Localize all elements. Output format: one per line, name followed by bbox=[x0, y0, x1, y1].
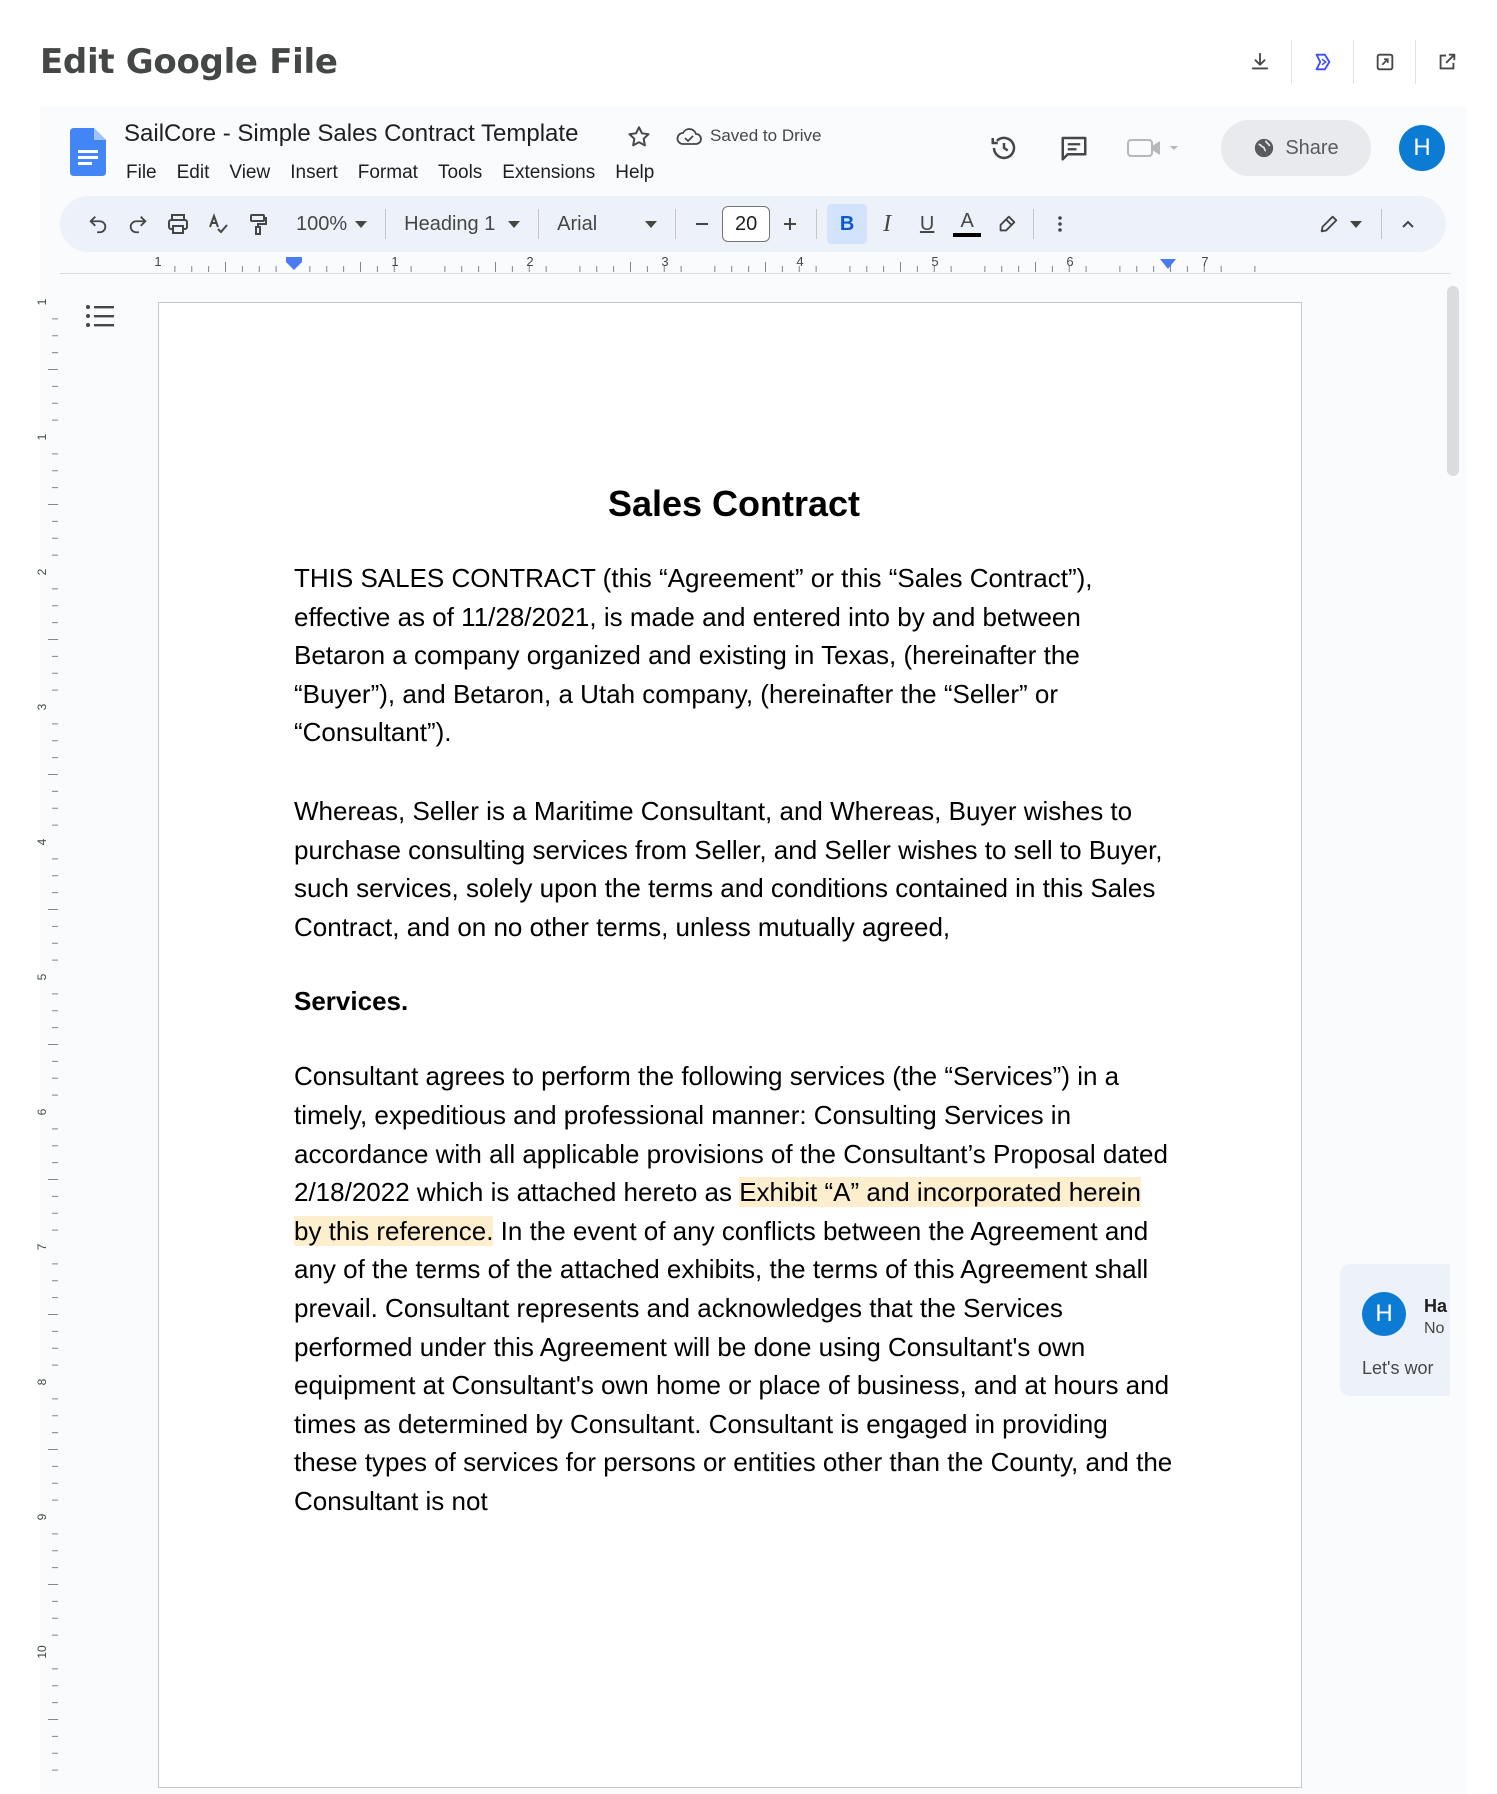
expand-icon bbox=[1374, 51, 1396, 73]
ruler-label: 1 bbox=[154, 254, 162, 269]
menu-insert[interactable]: Insert bbox=[290, 162, 338, 183]
download-icon bbox=[1249, 51, 1271, 73]
comment-icon bbox=[1059, 133, 1089, 163]
ruler-label: 3 bbox=[35, 703, 49, 711]
document-title[interactable]: SailCore - Simple Sales Contract Template bbox=[124, 120, 579, 147]
edit-with-ai-icon bbox=[1312, 51, 1334, 73]
download-button[interactable] bbox=[1229, 40, 1291, 84]
expand-button[interactable] bbox=[1353, 40, 1415, 84]
vertical-scrollbar[interactable] bbox=[1447, 286, 1459, 476]
undo-icon bbox=[87, 213, 109, 235]
font-value: Arial bbox=[557, 212, 598, 235]
open-in-new-button[interactable] bbox=[1415, 40, 1477, 84]
chevron-down-icon bbox=[355, 221, 367, 228]
more-vert-icon bbox=[1050, 214, 1070, 234]
globe-icon bbox=[1253, 137, 1275, 159]
share-button[interactable] bbox=[1221, 120, 1371, 176]
underline-button[interactable]: U bbox=[919, 212, 935, 235]
increase-font-size-button[interactable] bbox=[770, 204, 810, 244]
outer-actions bbox=[1229, 40, 1477, 84]
ruler-label: 6 bbox=[35, 1108, 49, 1116]
chevron-down-icon bbox=[1350, 221, 1362, 228]
minus-icon bbox=[693, 215, 711, 233]
ruler-label: 2 bbox=[35, 568, 49, 576]
right-indent-marker bbox=[1160, 259, 1176, 269]
chevron-up-icon bbox=[1398, 214, 1418, 234]
menu-extensions[interactable]: Extensions bbox=[502, 162, 596, 183]
comments-button[interactable] bbox=[1049, 123, 1099, 173]
ruler-label: 5 bbox=[35, 973, 49, 981]
chevron-down-icon bbox=[508, 221, 520, 228]
comment-avatar: H bbox=[1362, 1292, 1406, 1336]
cloud-done-icon bbox=[676, 126, 702, 146]
comment-text: Let's wor bbox=[1362, 1358, 1434, 1378]
pencil-icon bbox=[1318, 213, 1340, 235]
ruler-label: 1 bbox=[35, 433, 49, 441]
ruler-label: 2 bbox=[526, 254, 534, 269]
services-heading[interactable]: Services. bbox=[294, 986, 409, 1017]
ruler-label: 4 bbox=[796, 254, 804, 269]
zoom-value: 100% bbox=[296, 212, 348, 235]
horizontal-ruler[interactable] bbox=[40, 254, 1450, 274]
version-history-button[interactable] bbox=[979, 123, 1029, 173]
spellcheck-icon bbox=[206, 212, 230, 236]
menu-edit[interactable]: Edit bbox=[176, 162, 210, 183]
spellcheck-button[interactable] bbox=[198, 204, 238, 244]
zoom-select[interactable] bbox=[284, 204, 379, 244]
paragraph-services[interactable] bbox=[294, 1057, 1174, 1520]
menu-bar bbox=[124, 158, 664, 188]
toolbar-divider bbox=[816, 209, 817, 239]
hide-menus-button[interactable] bbox=[1388, 204, 1428, 244]
ruler-label: 8 bbox=[35, 1378, 49, 1386]
bold-button[interactable]: B bbox=[827, 204, 867, 244]
document-heading[interactable]: Sales Contract bbox=[607, 483, 861, 524]
open-in-new-icon bbox=[1436, 51, 1458, 73]
toolbar-divider bbox=[538, 209, 539, 239]
paint-format-button[interactable] bbox=[238, 204, 278, 244]
redo-icon bbox=[127, 213, 149, 235]
google-docs-logo-icon[interactable] bbox=[70, 128, 106, 176]
menu-format[interactable]: Format bbox=[357, 162, 418, 183]
services-text-end: In the event of any conflicts between the Agreement and any of the terms of the attached exhibits, the terms of this Agreement shall prevail. Consultant represents and acknowledges that the Services performed under this Agreement will be done using Consultant's own equipment at Consultant's own home or place of business, and at hours and times as determined by Consultant. Consultant is engaged in providing these types of services for persons or entities other than the County, and the Consultant is not bbox=[294, 1215, 1173, 1516]
ruler-label: 1 bbox=[35, 298, 49, 306]
text-color-swatch bbox=[953, 233, 981, 237]
paragraph-whereas[interactable]: Whereas, Seller is a Maritime Consultant, and Whereas, Buyer wishes to purchase consulting services from Seller, and Seller wishes to sell to Buyer, such services, solely upon the terms and conditions contained in this Sales Contract, and on no other terms, unless mutually agreed, bbox=[294, 795, 1163, 942]
menu-help[interactable]: Help bbox=[615, 162, 655, 183]
ruler-label: 9 bbox=[35, 1513, 49, 1521]
video-camera-icon bbox=[1126, 135, 1182, 161]
meet-button[interactable] bbox=[1119, 123, 1189, 173]
formatting-toolbar bbox=[60, 196, 1446, 252]
toolbar-divider bbox=[385, 209, 386, 239]
redo-button[interactable] bbox=[118, 204, 158, 244]
history-icon bbox=[989, 133, 1019, 163]
paragraph-style-select[interactable] bbox=[392, 204, 532, 244]
chevron-down-icon bbox=[645, 221, 657, 228]
menu-view[interactable]: View bbox=[229, 162, 271, 183]
italic-button[interactable]: I bbox=[883, 210, 892, 237]
document-body[interactable] bbox=[294, 483, 1174, 1560]
ruler-label: 3 bbox=[661, 254, 669, 269]
comment-card[interactable] bbox=[1340, 1264, 1450, 1396]
saved-status-label: Saved to Drive bbox=[710, 126, 822, 145]
more-options-button[interactable] bbox=[1040, 204, 1080, 244]
services-text-start: Consultant agrees to perform the following services (the “Services”) in a timely, expeditious and professional manner: Consulting Services in accordance with all applicable provisions of the Consultant’s Proposal dated 2/18/2022 which is attached hereto as bbox=[294, 1061, 1168, 1208]
text-color-button[interactable] bbox=[947, 204, 987, 244]
toolbar-divider bbox=[1033, 209, 1034, 239]
toolbar-divider bbox=[1381, 209, 1382, 239]
decrease-font-size-button[interactable] bbox=[682, 204, 722, 244]
ruler-label: 1 bbox=[391, 254, 399, 269]
comment-author: Ha bbox=[1424, 1296, 1448, 1316]
print-icon bbox=[166, 212, 190, 236]
ruler-label: 6 bbox=[1066, 254, 1074, 269]
ruler-label: 5 bbox=[931, 254, 939, 269]
paragraph-intro[interactable]: THIS SALES CONTRACT (this “Agreement” or this “Sales Contract”), effective as of 11/28/2021, is made and entered into by and between Betaron a company organized and existing in Texas, (hereinafter the “Buyer”), and Betaron, a Utah company, (hereinafter the “Seller” or “Consultant”). bbox=[294, 563, 1093, 748]
document-page[interactable] bbox=[158, 302, 1302, 1788]
vertical-ruler[interactable] bbox=[35, 274, 58, 1794]
share-label: Share bbox=[1285, 136, 1339, 159]
menu-file[interactable]: File bbox=[126, 162, 157, 183]
toolbar-divider bbox=[675, 209, 676, 239]
ruler-label: 10 bbox=[35, 1645, 49, 1659]
star-icon[interactable] bbox=[626, 124, 652, 150]
undo-button[interactable] bbox=[78, 204, 118, 244]
comment-timestamp: No bbox=[1424, 1320, 1445, 1337]
commented-highlight[interactable]: Exhibit “A” and incorporated herein by this reference. bbox=[294, 1177, 1141, 1246]
menu-tools[interactable]: Tools bbox=[437, 162, 483, 183]
saved-status[interactable] bbox=[676, 126, 822, 146]
ruler-label: 7 bbox=[1201, 254, 1209, 269]
font-size-input[interactable]: 20 bbox=[722, 206, 770, 242]
ruler-label: 7 bbox=[35, 1243, 49, 1251]
print-button[interactable] bbox=[158, 204, 198, 244]
font-select[interactable] bbox=[545, 204, 669, 244]
highlight-button[interactable] bbox=[987, 204, 1027, 244]
paragraph-style-value: Heading 1 bbox=[404, 212, 496, 235]
left-indent-marker bbox=[286, 257, 302, 270]
user-avatar[interactable]: H bbox=[1399, 125, 1445, 171]
plus-icon bbox=[781, 215, 799, 233]
highlighter-icon bbox=[996, 213, 1018, 235]
ruler-label: 4 bbox=[35, 838, 49, 846]
document-outline-icon[interactable] bbox=[84, 302, 116, 330]
page-title: Edit Google File bbox=[40, 42, 338, 82]
text-color-label: A bbox=[960, 210, 974, 232]
paint-format-icon bbox=[246, 212, 270, 236]
title-bar-actions bbox=[959, 120, 1445, 176]
editing-mode-button[interactable] bbox=[1305, 204, 1375, 244]
edit-with-ai-button[interactable] bbox=[1291, 40, 1353, 84]
docs-editor bbox=[35, 106, 1467, 1794]
